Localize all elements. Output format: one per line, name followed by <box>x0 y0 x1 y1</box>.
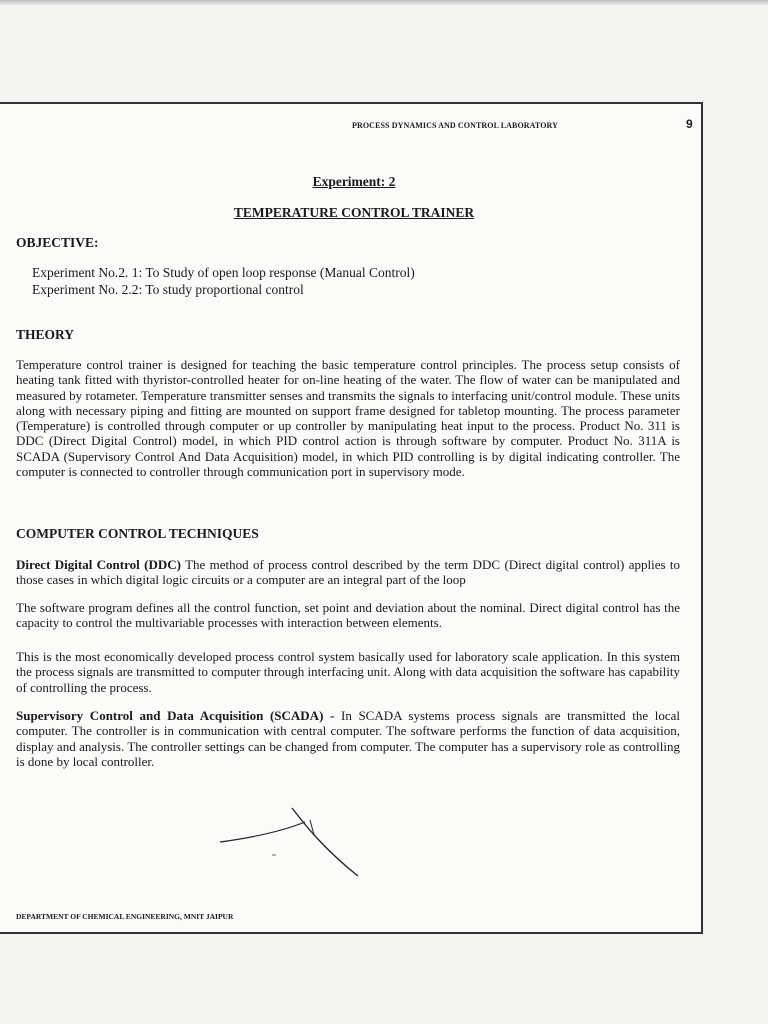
scan-top-edge <box>0 0 768 6</box>
page-number: 9 <box>686 117 693 131</box>
ddc-text: The method of process control described by the term DDC (Direct digital control) applies to those cases in which digital logic circuits or a computer are an integral part of the loop <box>16 557 681 588</box>
software-paragraph: The software program defines all the control function, set point and deviation about the nominal. Direct digital control has the capacity to control the multivariable processes with interaction between elements. <box>16 600 680 631</box>
running-head: PROCESS DYNAMICS AND CONTROL LABORATORY <box>352 121 559 130</box>
economical-paragraph: This is the most economically developed process control system basically used for laboratory scale application. In this system the process signals are transmitted to computer through interfacing unit. Along with data acquisition the software has capability of controlling the process. <box>16 649 680 695</box>
signature-mark <box>210 800 370 880</box>
theory-heading: THEORY <box>16 327 75 342</box>
objective-list <box>32 265 415 298</box>
scada-term: Supervisory Control and Data Acquisition (SCADA) - <box>16 708 335 723</box>
scada-paragraph <box>16 708 680 769</box>
ddc-paragraph <box>16 557 680 588</box>
ddc-term: Direct Digital Control (DDC) <box>16 557 181 572</box>
objective-item: Experiment No. 2.2: To study proportional control <box>32 281 304 297</box>
scada-text: In SCADA systems process signals are transmitted the local computer. The controller is in communication with central computer. The software performs the function of data acquisition, display and analysis. The controller settings can be changed from computer. The computer has a supervisory role as controlling is done by local controller. <box>16 708 680 769</box>
footer-department: DEPARTMENT OF CHEMICAL ENGINEERING, MNIT JAIPUR <box>16 912 234 921</box>
techniques-heading: COMPUTER CONTROL TECHNIQUES <box>16 526 259 541</box>
theory-paragraph: Temperature control trainer is designed for teaching the basic temperature control principles. The process setup consists of heating tank fitted with thyristor-controlled heater for on-line heating of the water. The flow of water can be manipulated and measured by rotameter. Temperature transmitter senses and transmits the signals to interfacing unit/control module. These units along with necessary piping and fitting are mounted on support frame designed for tabletop mounting. The process parameter (Temperature) is controlled through computer or up controller by manipulating heat input to the process. Product No. 311 is DDC (Direct Digital Control) model, in which PID control action is through software by computer. Product No. 311A is SCADA (Supervisory Control And Data Acquisition) model, in which PID controlling is by digital indicating controller. The computer is connected to controller through communication port in supervisory mode. <box>16 357 680 480</box>
objective-heading: OBJECTIVE: <box>16 235 99 250</box>
experiment-title: Experiment: 2 <box>312 174 396 189</box>
objective-item: Experiment No.2. 1: To Study of open loop response (Manual Control) <box>32 265 415 280</box>
experiment-subtitle: TEMPERATURE CONTROL TRAINER <box>233 205 475 220</box>
